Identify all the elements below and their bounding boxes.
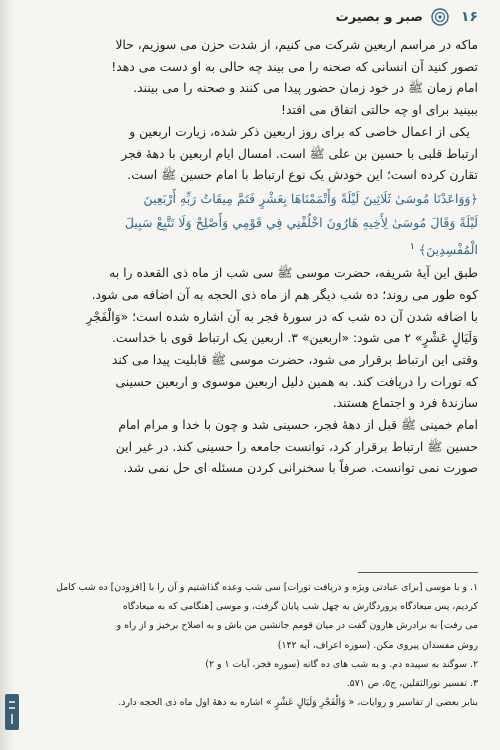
footnote-2: ۲. سوگند به سپیده دم. و به شب های ده گانه (سوره فجر، آیات ۱ و ۲) [205,658,478,670]
paragraph-2 [10,121,478,186]
footnote-3: ۳. تفسیر نورالثقلین، ج۵، ص ۵۷۱. [346,678,478,690]
text-line: حسین ﷺ ارتباط برقرار کرد، توانست جامعه را حسینی کند. در غیر این [115,438,478,454]
text-line: وقتی این ارتباط برقرار می شود، حضرت موسی ﷺ قابلیت پیدا می کند [111,351,478,367]
footnote-line: ۱. و با موسی [برای عبادتی ویژه و دریافت تورات] سی شب وعده گذاشتیم و آن را با [افزودن] ده شب کامل [56,582,478,593]
text-line: امام خمینی ﷺ قبل از دههٔ فجر، حسینی شد و چون با خدا و مرام امام [118,417,478,433]
main-text [10,34,478,479]
footnote-line: می رفت] به برادرش هارون گفت در میان قومم جانشین من باش و به اصلاح برخیز و از راه و [116,620,478,632]
text-line: ببینید برای او چه حالتی اتفاق می افتد! [281,102,478,118]
footnote-4: بنابر بعضی از تفاسیر و روایات، « وَالْفَجْرِ وَلَيَالٍ عَشْرٍ » اشاره به دههٔ اول ماه ذی الحجه دارد. [118,697,478,709]
text-line: کوه طور می روند؛ ده شب دیگر هم از ماه ذی الحجه به آن اضافه می شود. [91,286,478,302]
paragraph-3 [10,262,478,414]
running-title: صبر و بصیرت [335,9,423,25]
paragraph-4 [10,414,478,479]
text-line: با اضافه شدن آن ده شب که در سورهٔ فجر به آن اشاره شده است؛ «وَالْفَجْرِ [86,308,478,324]
footnote-line: روش مفسدان پیروی مکن. (سوره اعراف، آیه ۱۴۲) [277,639,478,651]
publisher-mark-icon [2,692,22,732]
footnote-ref: ۱ [409,241,415,252]
paragraph-1 [10,34,478,121]
text-line: ارتباط قلبی با حسین بن علی ﷺ است. امسال ایام اربعین با دههٔ فجر [121,145,478,161]
text-line: صورت نمی توانست. صرفاً با سخنرانی کردن مسئله ای حل نمی شد. [123,460,478,476]
text-line: طبق این آیهٔ شریفه، حضرت موسی ﷺ سی شب از ماه ذی القعده را به [109,265,478,281]
text-line: امام زمان ﷺ در خود زمان حضور پیدا می کنند و صحنه را می بینند. [133,80,478,96]
text-line: سازندهٔ فرد و اجتماع هستند. [332,395,478,411]
page-header [12,6,478,28]
verse-line: لَيْلَةً وَقَالَ مُوسَىٰ لِأَخِيهِ هَارُونَ اخْلُفْنِي فِي قَوْمِي وَأَصْلِحْ وَلَا تَتَّبِعْ سَبِيلَ [124,214,478,230]
verse-line: الْمُفْسِدِينَ﴾ [418,242,478,258]
text-line: تقارن کرده است؛ این خودش یک نوع ارتباط با امام حسین ﷺ است. [127,167,478,183]
text-line: تصور کنید آن انسانی که صحنه را می بیند چه حالی به او دست می دهد! [111,58,478,74]
footnotes [14,578,478,712]
text-line: ماکه در مراسم اربعین شرکت می کنیم، از شدت حزن می سوزیم، حالا [115,37,478,52]
text-line: یکی از اعمال خاصی که برای روز اربعین ذکر شده، زیارت اربعین و [129,123,470,139]
footnote-line: کردیم، پس میعادگاه پروردگارش به چهل شب پایان گرفت، و موسی [هنگامی که به میعادگاه [122,601,478,613]
circle-emblem-icon [431,8,449,26]
footnote-divider [358,572,478,573]
text-line: وَلَيَالٍ عَشْرٍ» ۲ می شود: «اربعین» ۳. اربعین یک ارتباط قوی با خداست. [111,330,478,346]
quran-verse [10,187,478,262]
footnote-1 [14,578,478,655]
verse-line: ﴿وَوَاعَدْنَا مُوسَىٰ ثَلَاثِينَ لَيْلَةً وَأَتْمَمْنَاهَا بِعَشْرٍ فَتَمَّ مِيقَاتُ رَبِّهِ أَرْبَعِينَ [143,190,478,206]
text-line: که تورات را دریافت کند. به همین دلیل اربعین موسوی و اربعین حسینی [115,373,478,389]
page-number: ۱۶ [460,9,478,25]
